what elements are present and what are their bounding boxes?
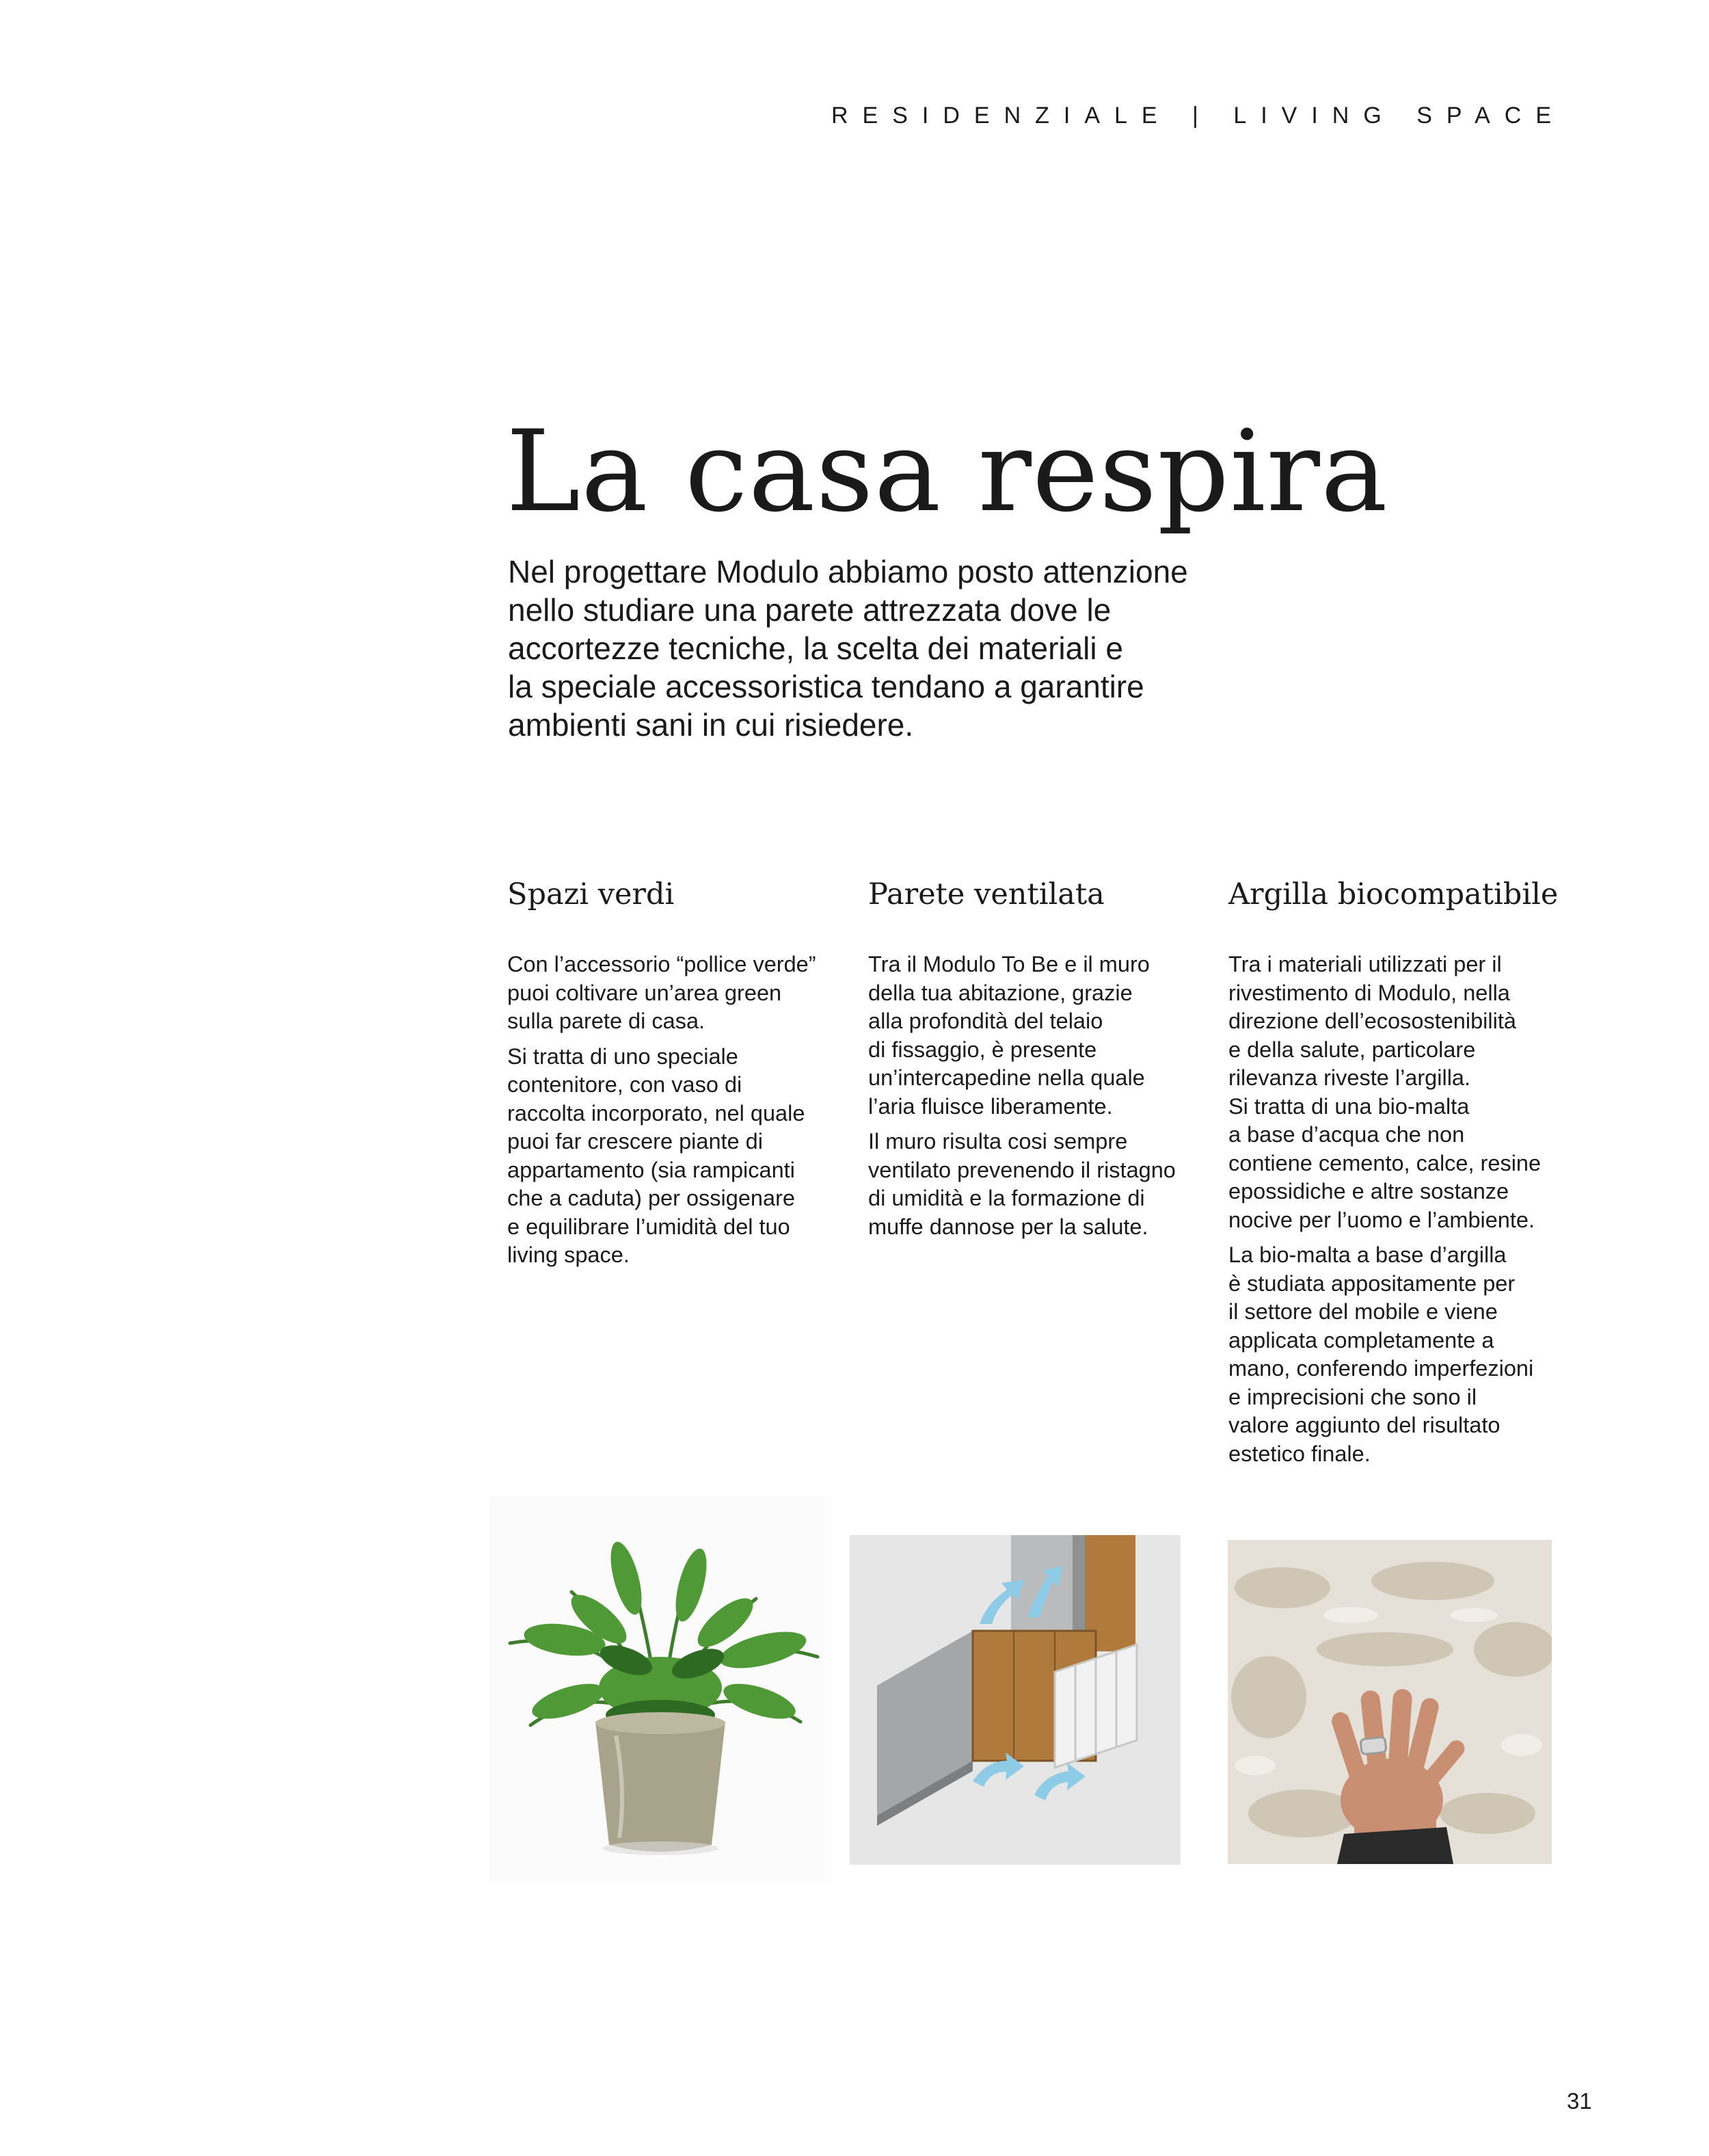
column-paragraph: Il muro risulta cosi sempre ventilato prevenendo il ristagno di umidità e la formazione di muffe dannose per la salute. xyxy=(868,1129,1176,1239)
clay-hand-texture-photo xyxy=(1228,1540,1552,1864)
column-heading: Spazi verdi xyxy=(507,877,675,911)
column-spazi-verdi xyxy=(507,874,842,1277)
section-header: RESIDENZIALE | LIVING SPACE xyxy=(831,103,1565,129)
column-paragraph: Si tratta di uno speciale contenitore, con vaso di raccolta incorporato, nel quale puoi far crescere piante di appartamento (sia rampicanti che a caduta) per ossigenare e equilibrare l’umidità del tuo living space. xyxy=(507,1043,805,1267)
column-parete-ventilata xyxy=(868,874,1203,1248)
column-paragraph: Tra i materiali utilizzati per il rivestimento di Modulo, nella direzione dell’ecosostenibilità e della salute, particolare rilevanza riveste l’argilla. Si tratta di una bio-malta a base d’acqua che non contiene cemento, calce, resine epossidiche e altre sostanze nocive per l’uomo e l’ambiente. xyxy=(1228,952,1542,1232)
ventilated-wall-diagram xyxy=(850,1535,1181,1865)
column-paragraph: La bio-malta a base d’argilla è studiata appositamente per il settore del mobile e viene applicata completamente a mano, conferendo imperfezioni e imprecisioni che sono il valore aggiunto del risultato estetico finale. xyxy=(1228,1242,1534,1466)
column-heading: Argilla biocompatibile xyxy=(1228,877,1559,911)
intro-paragraph: Nel progettare Modulo abbiamo posto attenzione nello studiare una parete attrezzata dove le accortezze tecniche, la scelta dei materiali e la speciale accessoristica tendano a garantire ambienti sani in cui risiedere. xyxy=(508,554,1188,743)
column-heading: Parete ventilata xyxy=(868,877,1105,911)
column-paragraph: Tra il Modulo To Be e il muro della tua abitazione, grazie alla profondità del telaio di fissaggio, è presente un’intercapedine nella quale l’aria fluisce liberamente. xyxy=(868,952,1150,1119)
column-paragraph: Con l’accessorio “pollice verde” puoi coltivare un’area green sulla parete di casa. xyxy=(507,952,816,1033)
page-number: 31 xyxy=(1567,2088,1592,2114)
column-argilla-biocompatibile xyxy=(1228,874,1563,1475)
page-title: La casa respira xyxy=(506,406,1388,537)
fern-plant-pot-photo xyxy=(489,1496,831,1882)
